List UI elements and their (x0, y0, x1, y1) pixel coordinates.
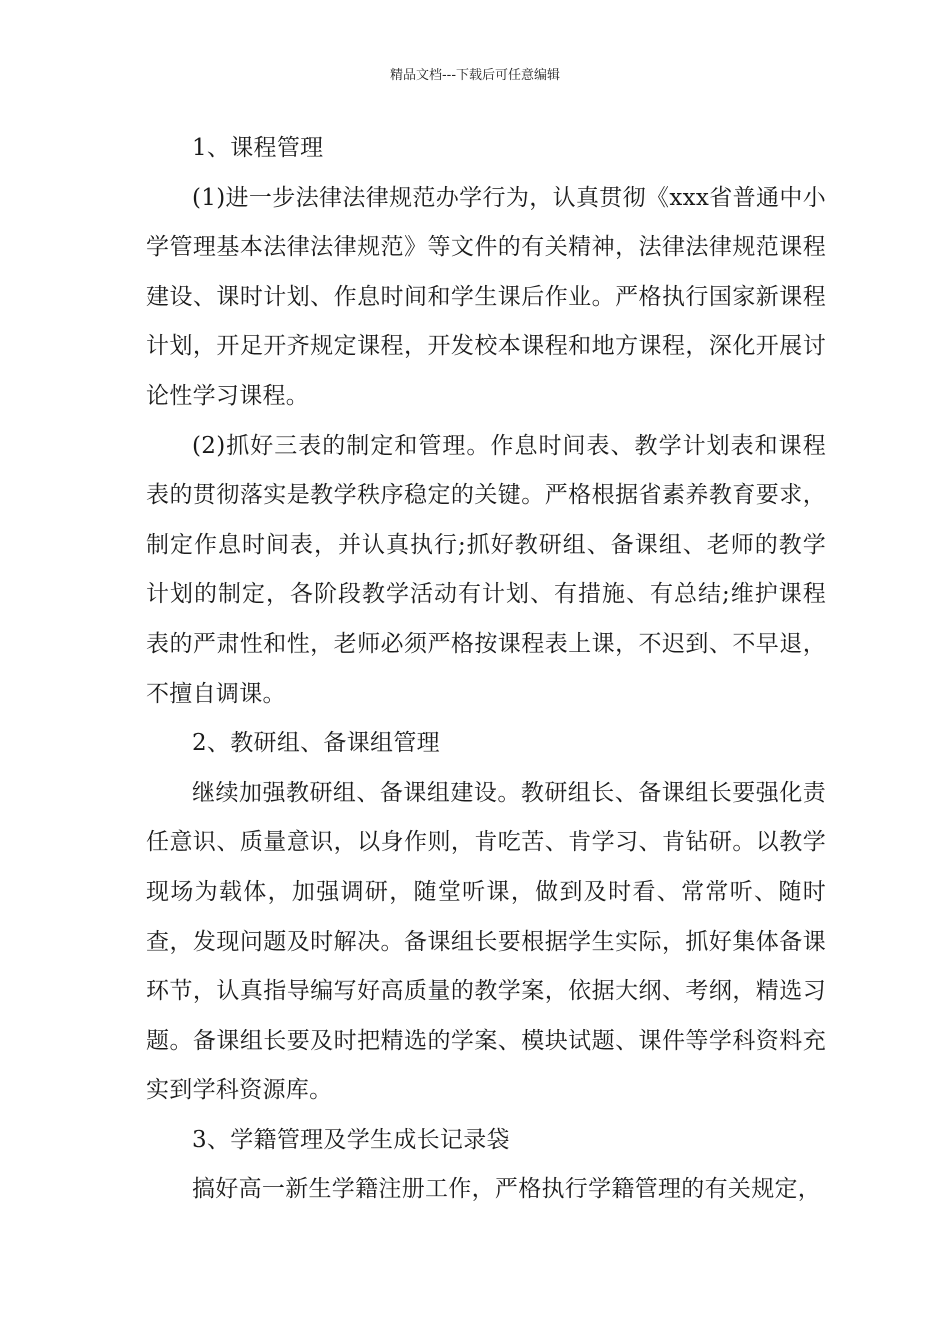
section-heading-course-management: 1、课程管理 (192, 135, 324, 161)
document-body (146, 124, 826, 1215)
section-heading-teaching-groups: 2、教研组、备课组管理 (192, 730, 440, 757)
paragraph: (2)抓好三表的制定和管理。作息时间表、教学计划表和课程表的贯彻落实是教学秩序稳定的关键。严格根据省素养教育要求，制定作息时间表，并认真执行;抓好教研组、备课组、老师的教学计划的制定，各阶段教学活动有计划、有措施、有总结;维护课程表的严肃性和性，老师必须严格按课程表上课，不迟到、不早退，不擅自调课。 (146, 432, 826, 707)
section-heading-student-records: 3、学籍管理及学生成长记录袋 (192, 1126, 510, 1153)
paragraph: 搞好高一新生学籍注册工作，严格执行学籍管理的有关规定， (192, 1176, 822, 1203)
page-header: 精品文档---下载后可任意编辑 (389, 68, 561, 83)
paragraph: (1)进一步法律法律规范办学行为，认真贯彻《xxx省普通中小学管理基本法律法律规范》等文件的有关精神，法律法律规范课程建设、课时计划、作息时间和学生课后作业。严格执行国家新课程计划，开足开齐规定课程，开发校本课程和地方课程，深化开展讨论性学习课程。 (146, 184, 826, 409)
paragraph: 继续加强教研组、备课组建设。教研组长、备课组长要强化责任意识、质量意识，以身作则，肯吃苦、肯学习、肯钻研。以教学现场为载体，加强调研，随堂听课，做到及时看、常常听、随时查，发现问题及时解决。备课组长要根据学生实际，抓好集体备课环节，认真指导编写好高质量的教学案，依据大纲、考纲，精选习题。备课组长要及时把精选的学案、模块试题、课件等学科资料充实到学科资源库。 (146, 779, 826, 1104)
